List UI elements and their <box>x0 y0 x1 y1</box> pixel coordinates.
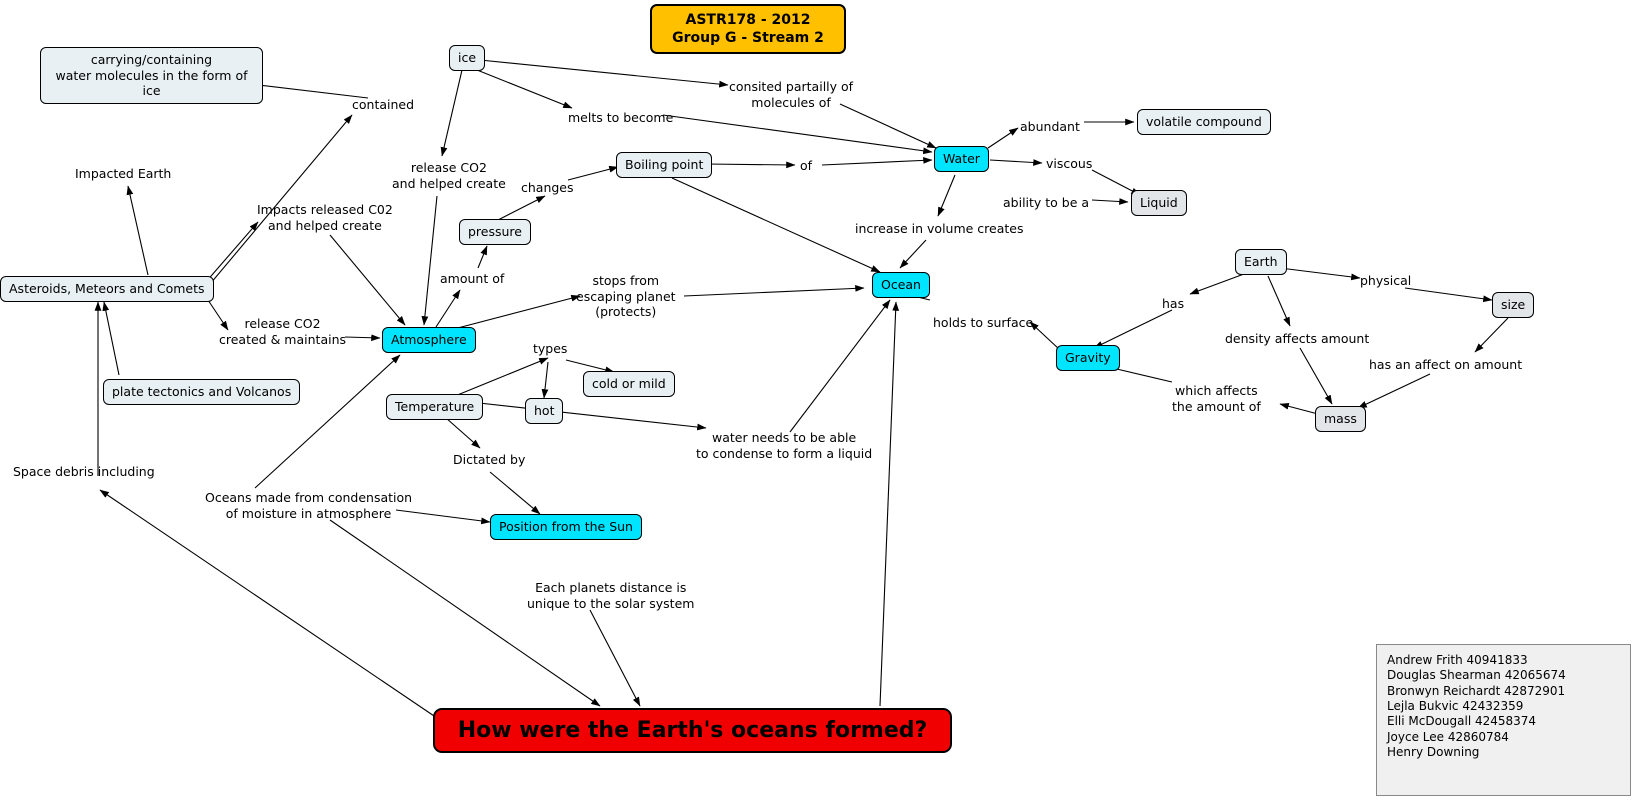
node-size-label: size <box>1501 297 1526 312</box>
node-ice-label: ice <box>458 50 477 65</box>
node-boiling-label: Boiling point <box>625 157 704 172</box>
link-label-release-co2-and-helped-create: release CO2 and helped create <box>392 160 506 191</box>
link-label-holds-to-surface: holds to surface <box>933 315 1034 330</box>
node-volatile-label: volatile compound <box>1146 114 1262 129</box>
node-carrying-line-1: carrying/containing <box>90 52 213 67</box>
node-liquid[interactable] <box>1131 190 1187 216</box>
node-carrying-containing[interactable] <box>40 47 263 104</box>
node-cold-or-mild-label: cold or mild <box>592 376 666 391</box>
link-label-space-debris-including: Space debris including <box>13 464 155 479</box>
author-item: Elli McDougall 42458374 <box>1387 714 1537 729</box>
link-label-dictated-by: Dictated by <box>453 452 526 467</box>
author-item: Andrew Frith 40941833 <box>1387 653 1528 667</box>
node-earth[interactable] <box>1235 249 1287 275</box>
node-asteroids-label: Asteroids, Meteors and Comets <box>9 281 205 296</box>
node-atmosphere-label: Atmosphere <box>391 332 467 347</box>
link-label-density-affects-amount: density affects amount <box>1225 331 1370 346</box>
node-ice[interactable] <box>449 45 485 71</box>
node-boiling-point[interactable] <box>616 152 712 178</box>
author-item: Joyce Lee 42860784 <box>1387 729 1509 744</box>
link-label-each-planets-distance: Each planets distance is unique to the solar system <box>527 580 695 611</box>
node-liquid-label: Liquid <box>1140 195 1178 210</box>
title-line-1: ASTR178 - 2012 <box>685 12 811 28</box>
node-ocean-label: Ocean <box>881 277 921 292</box>
author-item: Bronwyn Reichardt 42872901 <box>1387 683 1566 698</box>
node-water[interactable] <box>934 146 989 172</box>
node-mass-label: mass <box>1324 411 1357 426</box>
focus-question[interactable] <box>433 708 952 753</box>
link-label-viscous: viscous <box>1046 156 1093 171</box>
link-label-contained: contained <box>352 97 415 112</box>
node-pressure[interactable] <box>459 219 531 245</box>
author-item: Henry Downing <box>1387 745 1480 760</box>
node-earth-label: Earth <box>1244 254 1278 269</box>
node-water-label: Water <box>943 151 980 166</box>
node-size[interactable] <box>1492 292 1534 318</box>
node-cold-or-mild[interactable] <box>583 371 675 397</box>
link-label-has-an-affect-on-amount: has an affect on amount <box>1369 357 1523 372</box>
node-hot[interactable] <box>525 398 563 424</box>
map-title <box>650 4 846 54</box>
focus-question-label: How were the Earth's oceans formed? <box>457 718 928 743</box>
link-label-impacts-released-co2: Impacts released C02 and helped create <box>257 202 393 233</box>
link-label-melts-to-become: melts to become <box>568 110 674 125</box>
node-asteroids-meteors-comets[interactable] <box>0 276 214 302</box>
link-label-abundant: abundant <box>1020 119 1080 134</box>
link-label-ability-to-be-a: ability to be a <box>1003 195 1090 210</box>
link-label-consisted-partially-of-molecules-of: consited partailly of molecules of <box>729 79 854 110</box>
node-gravity-label: Gravity <box>1065 350 1111 365</box>
node-temperature[interactable] <box>386 394 483 420</box>
node-position-label: Position from the Sun <box>499 519 633 534</box>
title-line-2: Group G - Stream 2 <box>672 30 824 47</box>
node-plate-tectonics-label: plate tectonics and Volcanos <box>112 384 292 399</box>
node-volatile-compound[interactable] <box>1137 109 1271 135</box>
node-ocean[interactable] <box>872 272 930 298</box>
link-label-changes: changes <box>521 180 574 195</box>
node-atmosphere[interactable] <box>382 327 476 353</box>
node-pressure-label: pressure <box>468 224 522 239</box>
node-position-from-the-sun[interactable] <box>490 514 642 540</box>
link-label-of: of <box>800 158 813 173</box>
node-temperature-label: Temperature <box>395 399 475 414</box>
link-label-has: has <box>1162 296 1185 311</box>
authors-panel <box>1376 644 1631 796</box>
link-label-water-needs-to-condense: water needs to be able to condense to form a liquid <box>696 430 873 461</box>
link-label-which-affects-the-amount-of: which affects the amount of <box>1172 383 1261 414</box>
node-carrying-line-2: water molecules in the form of ice <box>55 67 248 99</box>
link-label-release-co2-created-maintains: release CO2 created & maintains <box>219 316 347 347</box>
link-label-amount-of: amount of <box>440 271 505 286</box>
link-label-increase-in-volume-creates: increase in volume creates <box>855 221 1024 236</box>
author-item: Douglas Shearman 42065674 <box>1387 668 1566 683</box>
node-plate-tectonics-volcanos[interactable] <box>103 379 300 405</box>
node-mass[interactable] <box>1315 406 1366 432</box>
link-label-types: types <box>533 341 568 356</box>
link-label-stops-from-escaping-planet: stops from escaping planet (protects) <box>576 273 676 320</box>
link-label-impacted-earth: Impacted Earth <box>75 166 172 181</box>
link-label-oceans-made-from-condensation: Oceans made from condensation of moisture in atmosphere <box>205 490 413 521</box>
node-gravity[interactable] <box>1056 345 1120 371</box>
node-hot-label: hot <box>534 403 555 418</box>
author-item: Lejla Bukvic 42432359 <box>1387 699 1524 714</box>
link-label-physical: physical <box>1360 273 1412 288</box>
